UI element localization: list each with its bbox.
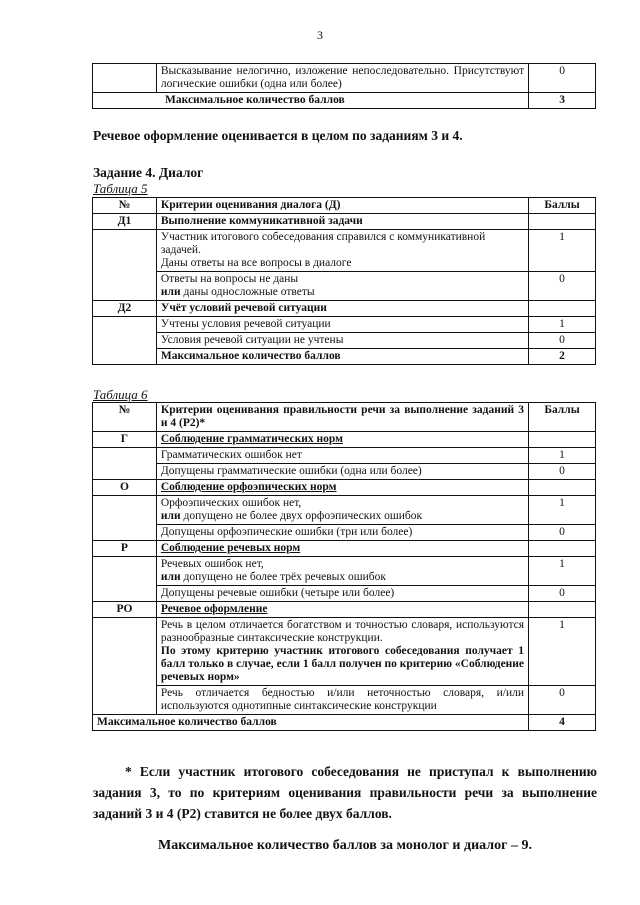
- criterion-text: Условия речевой ситуации не учтены: [156, 333, 528, 349]
- table-row: [93, 230, 596, 272]
- score-cell: 1: [529, 317, 596, 333]
- column-header: Баллы: [529, 403, 596, 432]
- table-row: [93, 333, 596, 349]
- criterion-title: Учёт условий речевой ситуации: [156, 301, 528, 317]
- criterion-title: Выполнение коммуникативной задачи: [156, 214, 528, 230]
- column-header: Критерии оценивания диалога (Д): [156, 198, 528, 214]
- criterion-text: Ответы на вопросы не даны или даны односложные ответы: [156, 272, 528, 301]
- score-cell: 0: [529, 686, 596, 715]
- column-header: Баллы: [529, 198, 596, 214]
- criterion-text: Участник итогового собеседования справился с коммуникативной задачей. Даны ответы на все вопросы в диалоге: [156, 230, 528, 272]
- criterion-text: Допущены орфоэпические ошибки (три или более): [156, 525, 528, 541]
- table-row: [93, 557, 596, 586]
- criterion-group-row: [93, 432, 596, 448]
- criterion-code: Г: [93, 432, 157, 448]
- table-row: [93, 686, 596, 715]
- score-cell: 0: [529, 333, 596, 349]
- score-cell: 1: [529, 618, 596, 686]
- table-row: [93, 586, 596, 602]
- max-score-label: Максимальное количество баллов: [93, 93, 529, 109]
- table-header-row: [93, 403, 596, 432]
- table-row: [93, 93, 596, 109]
- table-row: [93, 618, 596, 686]
- table-row: [93, 448, 596, 464]
- criterion-text: Орфоэпических ошибок нет, или допущено не более двух орфоэпических ошибок: [156, 496, 528, 525]
- table-row: [93, 525, 596, 541]
- criterion-code: О: [93, 480, 157, 496]
- score-cell: 0: [529, 525, 596, 541]
- score-cell: 1: [529, 496, 596, 525]
- column-header: №: [93, 198, 157, 214]
- score-cell: 0: [529, 586, 596, 602]
- column-header: №: [93, 403, 157, 432]
- table-top: [92, 63, 596, 109]
- score-cell: 1: [529, 448, 596, 464]
- max-score-label: Максимальное количество баллов: [156, 349, 528, 365]
- criterion-title: Речевое оформление: [156, 602, 528, 618]
- table-row: [93, 272, 596, 301]
- table5-caption: Таблица 5: [93, 181, 148, 196]
- table-header-row: [93, 198, 596, 214]
- table-row: [93, 496, 596, 525]
- criterion-text: Грамматических ошибок нет: [156, 448, 528, 464]
- criterion-group-row: [93, 541, 596, 557]
- criterion-group-row: [93, 214, 596, 230]
- max-score-value: 3: [529, 93, 596, 109]
- score-cell: 0: [529, 272, 596, 301]
- column-header: Критерии оценивания правильности речи за выполнение заданий 3 и 4 (Р2)*: [156, 403, 528, 432]
- table-5: [92, 197, 596, 365]
- criterion-group-row: [93, 301, 596, 317]
- score-cell: 0: [529, 464, 596, 480]
- footnote: * Если участник итогового собеседования не приступал к выполнению задания 3, то по критериям оценивания правильности речи за выполнение заданий 3 и 4 (Р2) ставится не более двух баллов.: [93, 764, 597, 821]
- table-row: [93, 349, 596, 365]
- score-cell: 1: [529, 230, 596, 272]
- criterion-title: Соблюдение орфоэпических норм: [156, 480, 528, 496]
- table-row: [93, 64, 596, 93]
- score-cell: 1: [529, 557, 596, 586]
- criterion-text: Речь отличается бедностью и/или неточностью словаря, и/или используются однотипные синтаксические конструкции: [156, 686, 528, 715]
- page-number: 3: [317, 28, 323, 42]
- table-6: [92, 402, 596, 731]
- criterion-text: Речь в целом отличается богатством и точностью словаря, используются разнообразные синтаксические конструкции. По этому критерию участник итогового собеседования получает 1 балл только в случае, если 1 балл получен по критерию «Соблюдение речевых норм»: [156, 618, 528, 686]
- table-row: [93, 317, 596, 333]
- criterion-text: Допущены речевые ошибки (четыре или более): [156, 586, 528, 602]
- criterion-group-row: [93, 602, 596, 618]
- max-score-value: 2: [529, 349, 596, 365]
- table6-caption: Таблица 6: [93, 387, 148, 402]
- criterion-title: Соблюдение речевых норм: [156, 541, 528, 557]
- task4-title: Задание 4. Диалог: [93, 165, 204, 180]
- table-row: [93, 715, 596, 731]
- final-note: Максимальное количество баллов за монолог и диалог – 9.: [158, 838, 532, 853]
- max-score-value: 4: [529, 715, 596, 731]
- speech-note: Речевое оформление оценивается в целом по заданиям 3 и 4.: [93, 128, 463, 143]
- criterion-text: Речевых ошибок нет, или допущено не более трёх речевых ошибок: [156, 557, 528, 586]
- criterion-note: По этому критерию участник итогового собеседования получает 1 балл только в случае, если 1 балл получен по критерию «Соблюдение речевых норм»: [160, 645, 525, 683]
- table-row: [93, 464, 596, 480]
- criterion-code: Д2: [93, 301, 157, 317]
- max-score-label: Максимальное количество баллов: [93, 715, 529, 731]
- criterion-group-row: [93, 480, 596, 496]
- criterion-text: Высказывание нелогично, изложение непоследовательно. Присутствуют логические ошибки (одна или более): [156, 64, 528, 93]
- criterion-title: Соблюдение грамматических норм: [156, 432, 528, 448]
- criterion-code: Д1: [93, 214, 157, 230]
- criterion-code: РО: [93, 602, 157, 618]
- criterion-text: Допущены грамматические ошибки (одна или более): [156, 464, 528, 480]
- criterion-code: Р: [93, 541, 157, 557]
- criterion-text: Учтены условия речевой ситуации: [156, 317, 528, 333]
- score-cell: 0: [529, 64, 596, 93]
